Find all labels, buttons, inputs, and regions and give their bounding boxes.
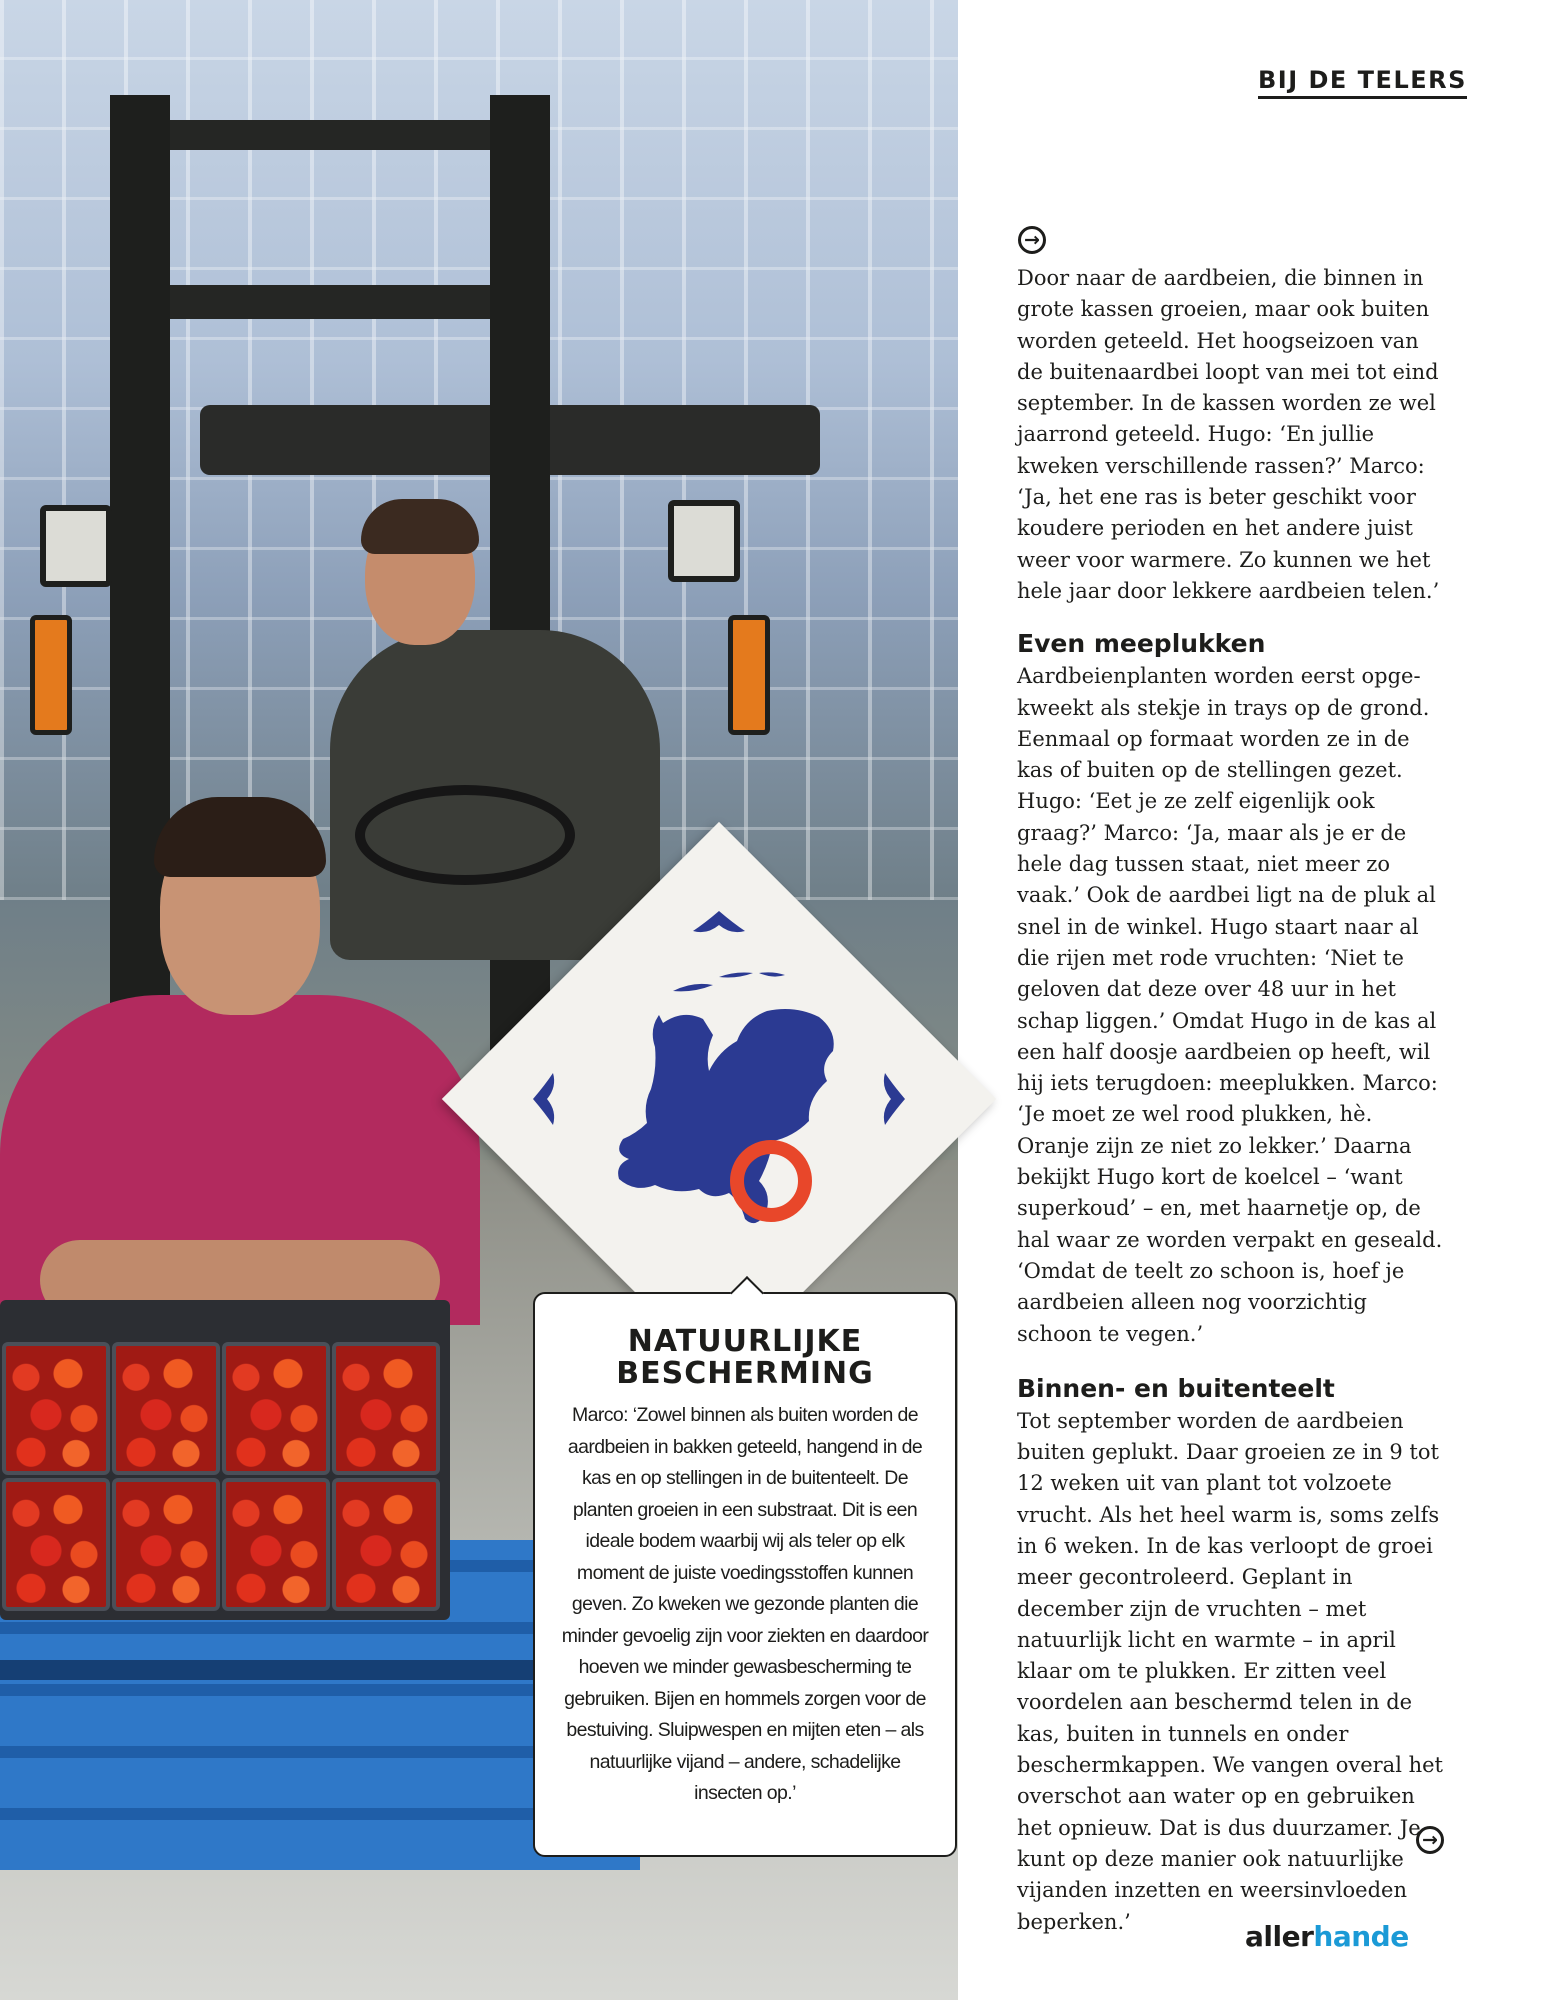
- netherlands-map-graphic: [523, 903, 915, 1295]
- forklift-lamp-left: [40, 505, 112, 587]
- info-box: [533, 1292, 957, 1857]
- strawberry-punnet: [332, 1478, 440, 1611]
- ornament-top: [693, 911, 745, 932]
- man-head: [160, 815, 320, 1015]
- driver-head: [365, 505, 475, 645]
- forklift-amber-light-right: [728, 615, 770, 735]
- info-box-title: NATUURLIJKE BESCHERMING: [616, 1324, 874, 1391]
- forklift-amber-light-left: [30, 615, 72, 735]
- steering-wheel: [355, 785, 575, 885]
- strawberry-punnet: [2, 1478, 110, 1611]
- strawberry-punnet: [222, 1342, 330, 1475]
- strawberry-punnet: [222, 1478, 330, 1611]
- arrow-right-circle-icon: →: [1018, 226, 1046, 254]
- forklift-crossbar-mid: [170, 285, 490, 319]
- section-body-binnen-buitenteelt: Tot september worden de aardbeien buiten geplukt. Daar groeien ze in 9 tot 12 weken uit van plant tot volzoete vrucht. Als het heel warm is, soms zelfs in 6 weken. In de kas verloopt de groei meer gecontroleerd. Geplant in december zijn de vruchten – met natuurlijk licht en warmte – in april klaar om te plukken. Er zitten veel voordelen aan beschermd telen in de kas, buiten in tunnels en onder beschermkappen. We vangen overal het overschot aan water op en gebruiken het opnieuw. Dat is dus duurzamer. Je kunt op deze manier ook natuurlijke vijanden inzetten en weersinvloeden beperken.’: [1017, 1408, 1443, 1934]
- forklift-lamp-right: [668, 500, 740, 582]
- logo-part-aller: aller: [1245, 1920, 1314, 1953]
- section-heading-binnen-buitenteelt: Binnen- en buitenteelt: [1017, 1373, 1335, 1403]
- arrow-right-circle-icon: →: [1416, 1826, 1444, 1854]
- ornament-left: [533, 1073, 554, 1125]
- netherlands-map-tile: [523, 903, 915, 1295]
- forklift-crossbar-top: [170, 120, 490, 150]
- section-body-meeplukken: Aardbeienplanten worden eerst opgekweekt als stekje in trays op de grond. Eenmaal op formaat worden ze in de kas of buiten op de stellingen gezet. Hugo: ‘Eet je ze zelf eigenlijk ook graag?’ Marco: ‘Ja, maar als je er de hele dag tussen staat, niet meer zo vaak.’ Ook de aardbei ligt na de pluk al snel in de winkel. Hugo staart naar al die rijen met rode vruchten: ‘Niet te geloven dat deze over 48 uur in het schap liggen.’ Omdat Hugo in de kas al een half doosje aardbeien op heeft, wil hij iets terugdoen: meeplukken. Marco: ‘Je moet ze wel rood plukken, hè. Oranje zijn ze niet zo lekker.’ Daarna bekijkt Hugo kort de koelcel – ‘want superkoud’ – en, met haarnetje op, de hal waar ze worden verpakt en geseald. ‘Omdat de teelt zo schoon is, hoef je aardbeien alleen nog voorzichtig schoon te vegen.’: [1017, 664, 1443, 1346]
- info-box-body: Marco: ‘Zowel binnen als buiten worden de aardbeien in bakken geteeld, hangend in de kas en op stellingen in de buitenteelt. De planten groeien in een substraat. Dit is een ideale bodem waarbij wij als teler op elk moment de juiste voedingsstoffen kunnen geven. Zo kweken we gezonde planten die minder gevoelig zijn voor ziekten en daardoor hoeven we minder gewasbescherming te gebruiken. Bijen en hommels zorgen voor de bestuiving. Sluipwespen en mijten eten – als natuurlijke vijand – andere, schadelijke insecten op.’: [561, 1404, 929, 1804]
- strawberry-punnet: [112, 1342, 220, 1475]
- logo-part-hande: hande: [1313, 1920, 1409, 1953]
- article-column: [1017, 263, 1447, 1938]
- section-label: BIJ DE TELERS: [1258, 66, 1467, 99]
- strawberry-punnet: [2, 1342, 110, 1475]
- strawberry-punnet: [332, 1342, 440, 1475]
- strawberry-crate: [0, 1300, 450, 1620]
- allerhande-logo: [1245, 1920, 1409, 1953]
- article-intro: Door naar de aardbeien, die binnen in grote kassen groeien, maar ook buiten worden geteeld. Het hoogseizoen van de buitenaardbei loopt van mei tot eind september. In de kassen worden ze wel jaarrond geteeld. Hugo: ‘En jullie kweken verschillende rassen?’ Marco: ‘Ja, het ene ras is beter geschikt voor koudere perioden en het andere juist weer voor warmere. Zo kunnen we het hele jaar door lekkere aardbeien telen.’: [1017, 266, 1440, 603]
- strawberry-punnet: [112, 1478, 220, 1611]
- section-heading-meeplukken: Even meeplukken: [1017, 629, 1266, 659]
- ornament-right: [884, 1073, 905, 1125]
- forklift-mast-left: [110, 95, 170, 1100]
- wadden-islands: [673, 972, 785, 991]
